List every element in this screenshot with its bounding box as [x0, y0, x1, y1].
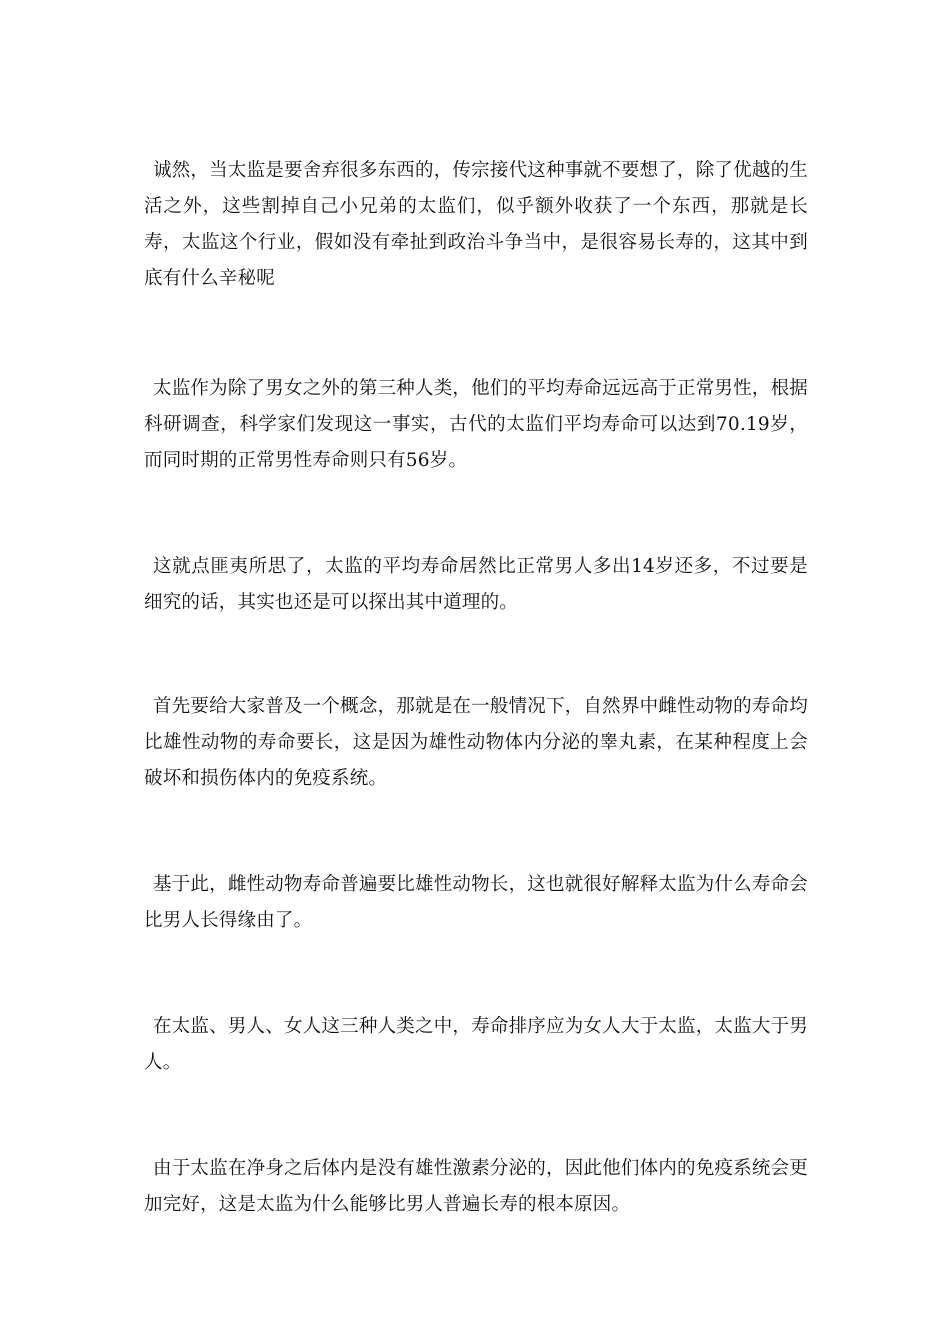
paragraph-lifespan-ranking: 在太监、男人、女人这三种人类之中，寿命排序应为女人大于太监，太监大于男人。 — [144, 1016, 808, 1073]
paragraph-testosterone-concept: 首先要给大家普及一个概念，那就是在一般情况下，自然界中雌性动物的寿命均比雄性动物的寿命要长，这是因为雄性动物体内分泌的睾丸素，在某种程度上会破坏和损伤体内的免疫系统。 — [144, 696, 808, 789]
paragraph-lifespan-difference: 这就点匪夷所思了，太监的平均寿命居然比正常男人多出14岁还多，不过要是细究的话，其实也还是可以探出其中道理的。 — [144, 556, 808, 613]
paragraph-female-longer-lifespan: 基于此，雌性动物寿命普遍要比雄性动物长，这也就很好解释太监为什么寿命会比男人长得缘由了。 — [144, 874, 808, 931]
paragraph-eunuch-longevity-intro: 诚然，当太监是要舍弃很多东西的，传宗接代这种事就不要想了，除了优越的生活之外，这些割掉自己小兄弟的太监们，似乎额外收获了一个东西，那就是长寿，太监这个行业，假如没有牵扯到政治斗争当中，是很容易长寿的，这其中到底有什么辛秘呢 — [144, 160, 808, 289]
paragraph-average-lifespan: 太监作为除了男女之外的第三种人类，他们的平均寿命远远高于正常男性，根据科研调查，科学家们发现这一事实，古代的太监们平均寿命可以达到70.19岁，而同时期的正常男性寿命则只有56岁。 — [144, 378, 808, 471]
paragraph-root-cause: 由于太监在净身之后体内是没有雄性激素分泌的，因此他们体内的免疫系统会更加完好，这是太监为什么能够比男人普遍长寿的根本原因。 — [144, 1158, 808, 1215]
